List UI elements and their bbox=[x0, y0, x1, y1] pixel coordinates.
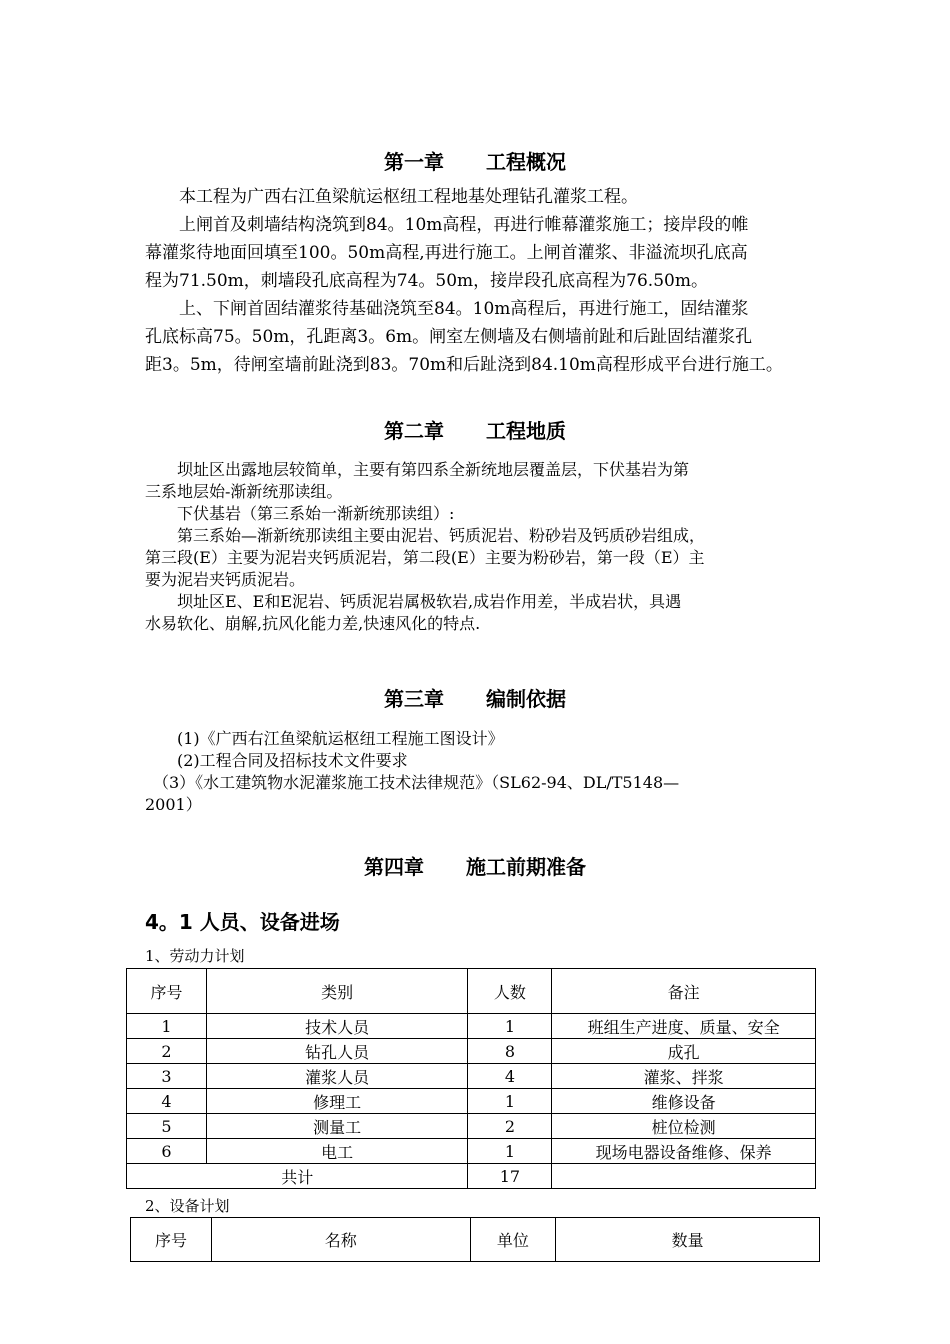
reference-item: (1)《广西右江鱼梁航运枢纽工程施工图设计》 bbox=[145, 729, 504, 748]
column-header: 名称 bbox=[211, 1218, 470, 1262]
chapter-number: 第二章 bbox=[384, 419, 444, 443]
table-cell: 电工 bbox=[206, 1139, 468, 1164]
table-cell: 测量工 bbox=[206, 1114, 468, 1139]
table-cell: 钻孔人员 bbox=[206, 1039, 468, 1064]
table-cell: 维修设备 bbox=[552, 1089, 816, 1114]
reference-item: （3）《水工建筑物水泥灌浆施工技术法律规范》（SL62-94、DL/T5148— bbox=[145, 773, 680, 792]
column-header: 序号 bbox=[127, 969, 207, 1014]
table-row bbox=[127, 1064, 816, 1089]
table-cell: 6 bbox=[127, 1139, 207, 1164]
paragraph-line: 水易软化、崩解,抗风化能力差,快速风化的特点. bbox=[145, 614, 481, 633]
reference-item: 2001） bbox=[145, 795, 202, 814]
paragraph-line: 距3。5m，待闸室墙前趾浇到83。70m和后趾浇到84.10m高程形成平台进行施工。 bbox=[145, 355, 783, 375]
chapter-2-body bbox=[145, 459, 810, 635]
chapter-number: 第三章 bbox=[384, 687, 444, 711]
table-cell: 1 bbox=[468, 1089, 552, 1114]
table-row bbox=[127, 1089, 816, 1114]
paragraph-line: 要为泥岩夹钙质泥岩。 bbox=[145, 570, 306, 589]
chapter-title: 编制依据 bbox=[486, 687, 566, 711]
paragraph-line: 下伏基岩（第三系始一渐新统那读组）: bbox=[145, 504, 455, 523]
paragraph-line: 孔底标高75。50m，孔距离3。6m。闸室左侧墙及右侧墙前趾和后趾固结灌浆孔 bbox=[145, 327, 753, 347]
column-header: 备注 bbox=[552, 969, 816, 1014]
total-label-cell: 共计 bbox=[127, 1164, 468, 1189]
paragraph-line: 上、下闸首固结灌浆待基础浇筑至84。10m高程后，再进行施工，固结灌浆 bbox=[145, 299, 749, 319]
table-cell: 成孔 bbox=[552, 1039, 816, 1064]
chapter-title: 施工前期准备 bbox=[466, 855, 586, 879]
labor-plan-caption: 1、劳动力计划 bbox=[145, 947, 245, 965]
paragraph-line: 坝址区E、E和E泥岩、钙质泥岩属极软岩,成岩作用差，半成岩状，具遇 bbox=[145, 592, 682, 611]
table-cell: 桩位检测 bbox=[552, 1114, 816, 1139]
chapter-3-body bbox=[145, 728, 810, 816]
table-cell: 3 bbox=[127, 1064, 207, 1089]
table-row bbox=[127, 1039, 816, 1064]
table-cell: 技术人员 bbox=[206, 1014, 468, 1039]
column-header: 单位 bbox=[470, 1218, 556, 1262]
equipment-plan-caption: 2、设备计划 bbox=[145, 1197, 230, 1215]
table-cell: 2 bbox=[468, 1114, 552, 1139]
paragraph-line: 第三段(E）主要为泥岩夹钙质泥岩，第二段(E）主要为粉砂岩，第一段（E）主 bbox=[145, 548, 705, 567]
table-cell: 1 bbox=[468, 1139, 552, 1164]
section-heading: 4。1 人员、设备进场 bbox=[145, 910, 340, 934]
column-header: 序号 bbox=[131, 1218, 212, 1262]
chapter-number: 第四章 bbox=[364, 855, 424, 879]
chapter-number: 第一章 bbox=[384, 150, 444, 174]
table-cell: 班组生产进度、质量、安全 bbox=[552, 1014, 816, 1039]
equipment-plan-table bbox=[130, 1217, 820, 1262]
paragraph-line: 坝址区出露地层较简单，主要有第四系全新统地层覆盖层，下伏基岩为第 bbox=[145, 460, 690, 479]
table-row bbox=[127, 1014, 816, 1039]
table-header-row bbox=[131, 1218, 820, 1262]
table-row bbox=[127, 1114, 816, 1139]
table-cell: 2 bbox=[127, 1039, 207, 1064]
table-cell: 5 bbox=[127, 1114, 207, 1139]
table-cell: 4 bbox=[468, 1064, 552, 1089]
table-cell: 8 bbox=[468, 1039, 552, 1064]
chapter-3-heading bbox=[0, 683, 950, 712]
table-cell: 现场电器设备维修、保养 bbox=[552, 1139, 816, 1164]
paragraph-line: 本工程为广西右江鱼梁航运枢纽工程地基处理钻孔灌浆工程。 bbox=[145, 187, 638, 207]
total-value-cell: 17 bbox=[468, 1164, 552, 1189]
table-cell: 修理工 bbox=[206, 1089, 468, 1114]
table-total-row bbox=[127, 1164, 816, 1189]
table-cell: 1 bbox=[127, 1014, 207, 1039]
chapter-title: 工程地质 bbox=[486, 419, 566, 443]
table-cell: 1 bbox=[468, 1014, 552, 1039]
table-cell: 4 bbox=[127, 1089, 207, 1114]
column-header: 数量 bbox=[556, 1218, 820, 1262]
column-header: 人数 bbox=[468, 969, 552, 1014]
paragraph-line: 上闸首及刺墙结构浇筑到84。10m高程，再进行帷幕灌浆施工；接岸段的帷 bbox=[145, 215, 749, 235]
labor-plan-table bbox=[126, 968, 816, 1189]
chapter-4-heading bbox=[0, 851, 950, 880]
table-row bbox=[127, 1139, 816, 1164]
reference-item: (2)工程合同及招标技术文件要求 bbox=[145, 751, 408, 770]
paragraph-line: 幕灌浆待地面回填至100。50m高程,再进行施工。上闸首灌浆、非溢流坝孔底高 bbox=[145, 243, 748, 263]
chapter-title: 工程概况 bbox=[486, 150, 566, 174]
paragraph-line: 三系地层始-渐新统那读组。 bbox=[145, 482, 343, 501]
table-cell bbox=[552, 1164, 816, 1189]
chapter-1-heading bbox=[0, 146, 950, 175]
paragraph-line: 第三系始—渐新统那读组主要由泥岩、钙质泥岩、粉砂岩及钙质砂岩组成， bbox=[145, 526, 706, 545]
table-cell: 灌浆人员 bbox=[206, 1064, 468, 1089]
table-header-row bbox=[127, 969, 816, 1014]
chapter-2-heading bbox=[0, 415, 950, 444]
paragraph-line: 程为71.50m，刺墙段孔底高程为74。50m，接岸段孔底高程为76.50m。 bbox=[145, 271, 708, 291]
column-header: 类别 bbox=[206, 969, 468, 1014]
chapter-1-body bbox=[145, 183, 810, 379]
table-cell: 灌浆、拌浆 bbox=[552, 1064, 816, 1089]
